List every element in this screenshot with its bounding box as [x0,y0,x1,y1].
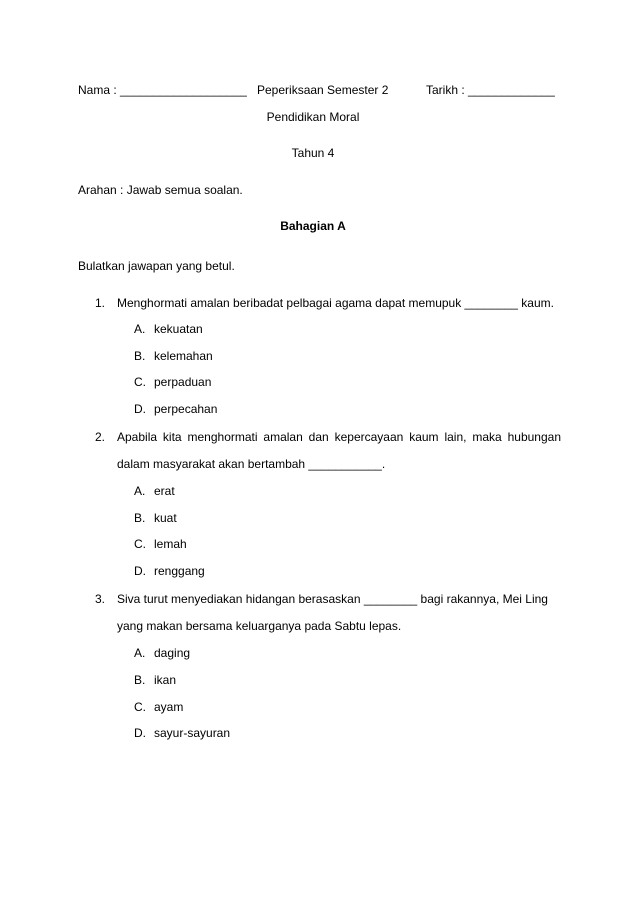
option-text: kuat [154,511,177,525]
option-letter: A. [134,484,146,498]
option-letter: D. [134,564,146,578]
date-field-label: Tarikh : _____________ [426,83,555,97]
option-text: ikan [154,673,177,687]
option-letter: A. [134,646,146,660]
question-text-continued: yang makan bersama keluarganya pada Sabtu lepas. [117,619,402,633]
option-letter: C. [134,375,146,389]
section-instruction: Bulatkan jawapan yang betul. [78,259,235,273]
question-text: Siva turut menyediakan hidangan berasaskan ________ bagi rakannya, Mei Ling [117,592,548,606]
question-number: 1. [95,296,106,310]
question-number: 2. [95,430,106,444]
option-letter: C. [134,700,146,714]
option-letter: B. [134,511,146,525]
option-text: daging [154,646,191,660]
option-text: ayam [154,700,184,714]
option-text: perpaduan [154,375,212,389]
option-letter: B. [134,673,146,687]
option-letter: C. [134,537,146,551]
option-text: sayur-sayuran [154,726,231,740]
name-field-label: Nama : ___________________ [78,83,247,97]
section-title: Bahagian A [280,219,346,233]
option-text: renggang [154,564,205,578]
exam-title: Peperiksaan Semester 2 [257,83,389,97]
question-text: Menghormati amalan beribadat pelbagai agama dapat memupuk ________ kaum. [117,296,554,310]
subject-title: Pendidikan Moral [266,110,360,124]
option-letter: A. [134,322,146,336]
option-text: perpecahan [154,402,218,416]
question-text-continued: dalam masyarakat akan bertambah ___________. [117,457,386,471]
option-letter: D. [134,726,146,740]
option-text: kekuatan [154,322,203,336]
option-text: erat [154,484,175,498]
option-letter: D. [134,402,146,416]
instructions: Arahan : Jawab semua soalan. [78,183,243,197]
question-number: 3. [95,592,106,606]
question-text: Apabila kita menghormati amalan dan kepercayaan kaum lain, maka hubungan [117,430,561,444]
option-letter: B. [134,349,146,363]
option-text: lemah [154,537,187,551]
option-text: kelemahan [154,349,213,363]
year-title: Tahun 4 [291,146,335,160]
